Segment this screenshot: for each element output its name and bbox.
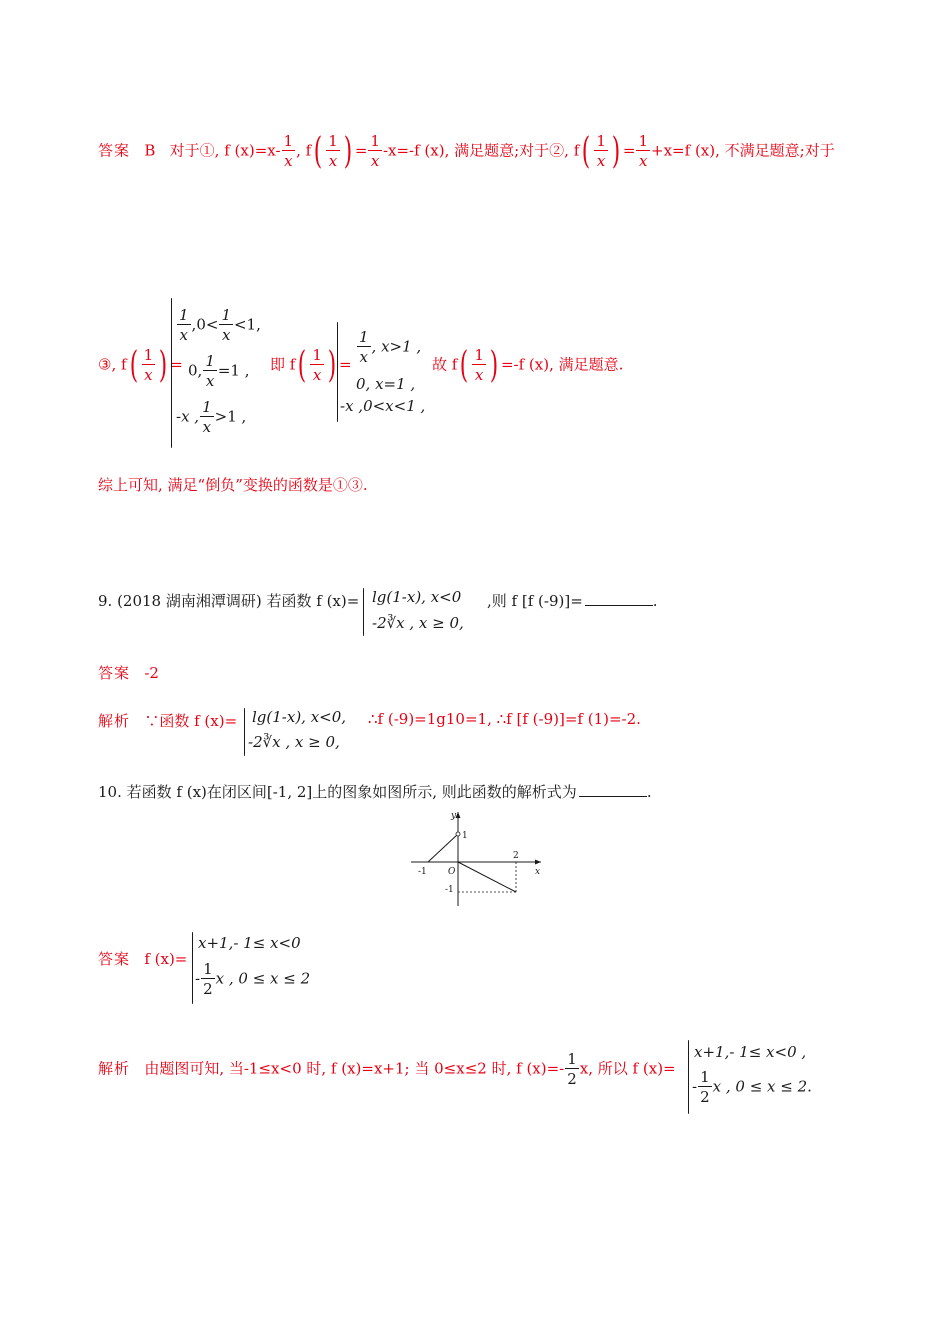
answer-choice: B bbox=[144, 141, 156, 160]
solution-9-label: 解析 ∵函数 f (x)= bbox=[98, 712, 238, 730]
s9-case-1: lg(1-x), x<0, bbox=[252, 708, 347, 726]
graph-origin: O bbox=[448, 867, 456, 877]
answer-label: 答案 bbox=[98, 141, 131, 160]
left-paren: ( bbox=[313, 130, 323, 172]
answer-block-8: 答案 B 对于①, f (x)=x- $\frac{1}{x}$ , f( $\frac{1}{x}$ ) = $\frac{1}{x}$ -x=-f (x), 满足题意;对于②, f( $\frac{1}{x}$ ) = $\frac{1}{x}$ +x=f (x), 不满足题意;对于 bbox=[98, 130, 835, 172]
graph-y-label: y bbox=[451, 811, 457, 821]
piecewise-case-r3: -x ,0<x<1 , bbox=[340, 397, 426, 415]
fraction: $\frac{1}{x}$ bbox=[638, 132, 649, 170]
answer-10: 答案 f (x)= bbox=[98, 950, 188, 968]
function-graph bbox=[405, 808, 545, 908]
answer-text-3: +x=f (x), 不满足题意;对于 bbox=[651, 141, 835, 160]
q9-case-1: lg(1-x), x<0 bbox=[372, 588, 462, 606]
answer-blank bbox=[579, 796, 647, 797]
graph-tick-2: 2 bbox=[513, 851, 519, 861]
left-brace bbox=[688, 1040, 689, 1114]
graph-tick-neg1-y: -1 bbox=[445, 885, 454, 895]
case-3-prefix: ③, f( $\frac{1}{x}$ ) = bbox=[98, 344, 183, 386]
fraction: $\frac{1}{x}$ bbox=[596, 132, 606, 170]
piecewise-case-1: $\frac{1}{x}$ ,0< $\frac{1}{x}$ <1, bbox=[179, 306, 261, 344]
left-brace bbox=[171, 298, 172, 448]
left-brace bbox=[363, 588, 364, 636]
piecewise-case-r1: $\frac{1}{x}$ , x>1 , bbox=[359, 328, 422, 366]
s10-case-1: x+1,- 1≤ x<0 , bbox=[694, 1043, 807, 1061]
a10-case-1: x+1,- 1≤ x<0 bbox=[198, 934, 301, 952]
fraction: $\frac{1}{x}$ bbox=[328, 132, 338, 170]
fraction: $\frac{1}{x}$ bbox=[283, 132, 294, 170]
fraction: $\frac{1}{x}$ bbox=[143, 346, 154, 384]
piecewise-case-r2: 0, x=1 , bbox=[356, 375, 416, 393]
left-brace bbox=[337, 322, 338, 422]
a10-case-2: - $\frac{1}{2}$ x , 0 ≤ x ≤ 2 bbox=[195, 960, 311, 998]
s10-case-2: - $\frac{1}{2}$ x , 0 ≤ x ≤ 2. bbox=[692, 1068, 812, 1106]
middle-text: 即 f( $\frac{1}{x}$ ) = bbox=[270, 344, 352, 386]
question-9: 9. (2018 湖南湘潭调研) 若函数 f (x)= bbox=[98, 592, 360, 610]
solution-10: 解析 由题图可知, 当-1≤x<0 时, f (x)=x+1; 当 0≤x≤2 时, f (x)=- $\frac{1}{2}$ x, 所以 f (x)= bbox=[98, 1050, 676, 1088]
left-paren: ( bbox=[582, 130, 591, 172]
s9-case-2: -2∛x , x ≥ 0, bbox=[248, 733, 340, 751]
answer-9: 答案 -2 bbox=[98, 664, 159, 682]
answer-text-1: 对于①, f (x)=x- bbox=[169, 141, 281, 160]
right-paren: ) bbox=[343, 130, 353, 172]
graph-x-label: x bbox=[535, 867, 541, 877]
left-brace bbox=[244, 708, 245, 756]
graph-tick-1: 1 bbox=[462, 831, 468, 841]
q9-case-2: -2∛x , x ≥ 0, bbox=[372, 614, 464, 632]
solution-9-text: ∴f (-9)=1g10=1, ∴f [f (-9)]=f (1)=-2. bbox=[368, 710, 641, 728]
piecewise-case-3: -x , $\frac{1}{x}$ >1 , bbox=[176, 398, 247, 436]
question-10: 10. 若函数 f (x)在闭区间[-1, 2]上的图象如图所示, 则此函数的解析式为 . bbox=[98, 783, 652, 801]
q9-ask: ,则 f [f (-9)]= . bbox=[487, 592, 658, 610]
right-paren: ) bbox=[611, 130, 621, 172]
graph-tick-neg1-x: -1 bbox=[418, 867, 427, 877]
conclusion-text: 故 f( $\frac{1}{x}$ ) =-f (x), 满足题意. bbox=[432, 344, 624, 386]
left-brace bbox=[192, 932, 193, 1004]
fraction: $\frac{1}{x}$ bbox=[370, 132, 380, 170]
answer-blank bbox=[585, 605, 653, 606]
piecewise-case-2: 0, $\frac{1}{x}$ =1 , bbox=[188, 352, 250, 390]
summary-text: 综上可知, 满足“倒负”变换的函数是①③. bbox=[98, 476, 368, 494]
answer-text-2: -x=-f (x), 满足题意;对于②, f bbox=[382, 141, 580, 160]
